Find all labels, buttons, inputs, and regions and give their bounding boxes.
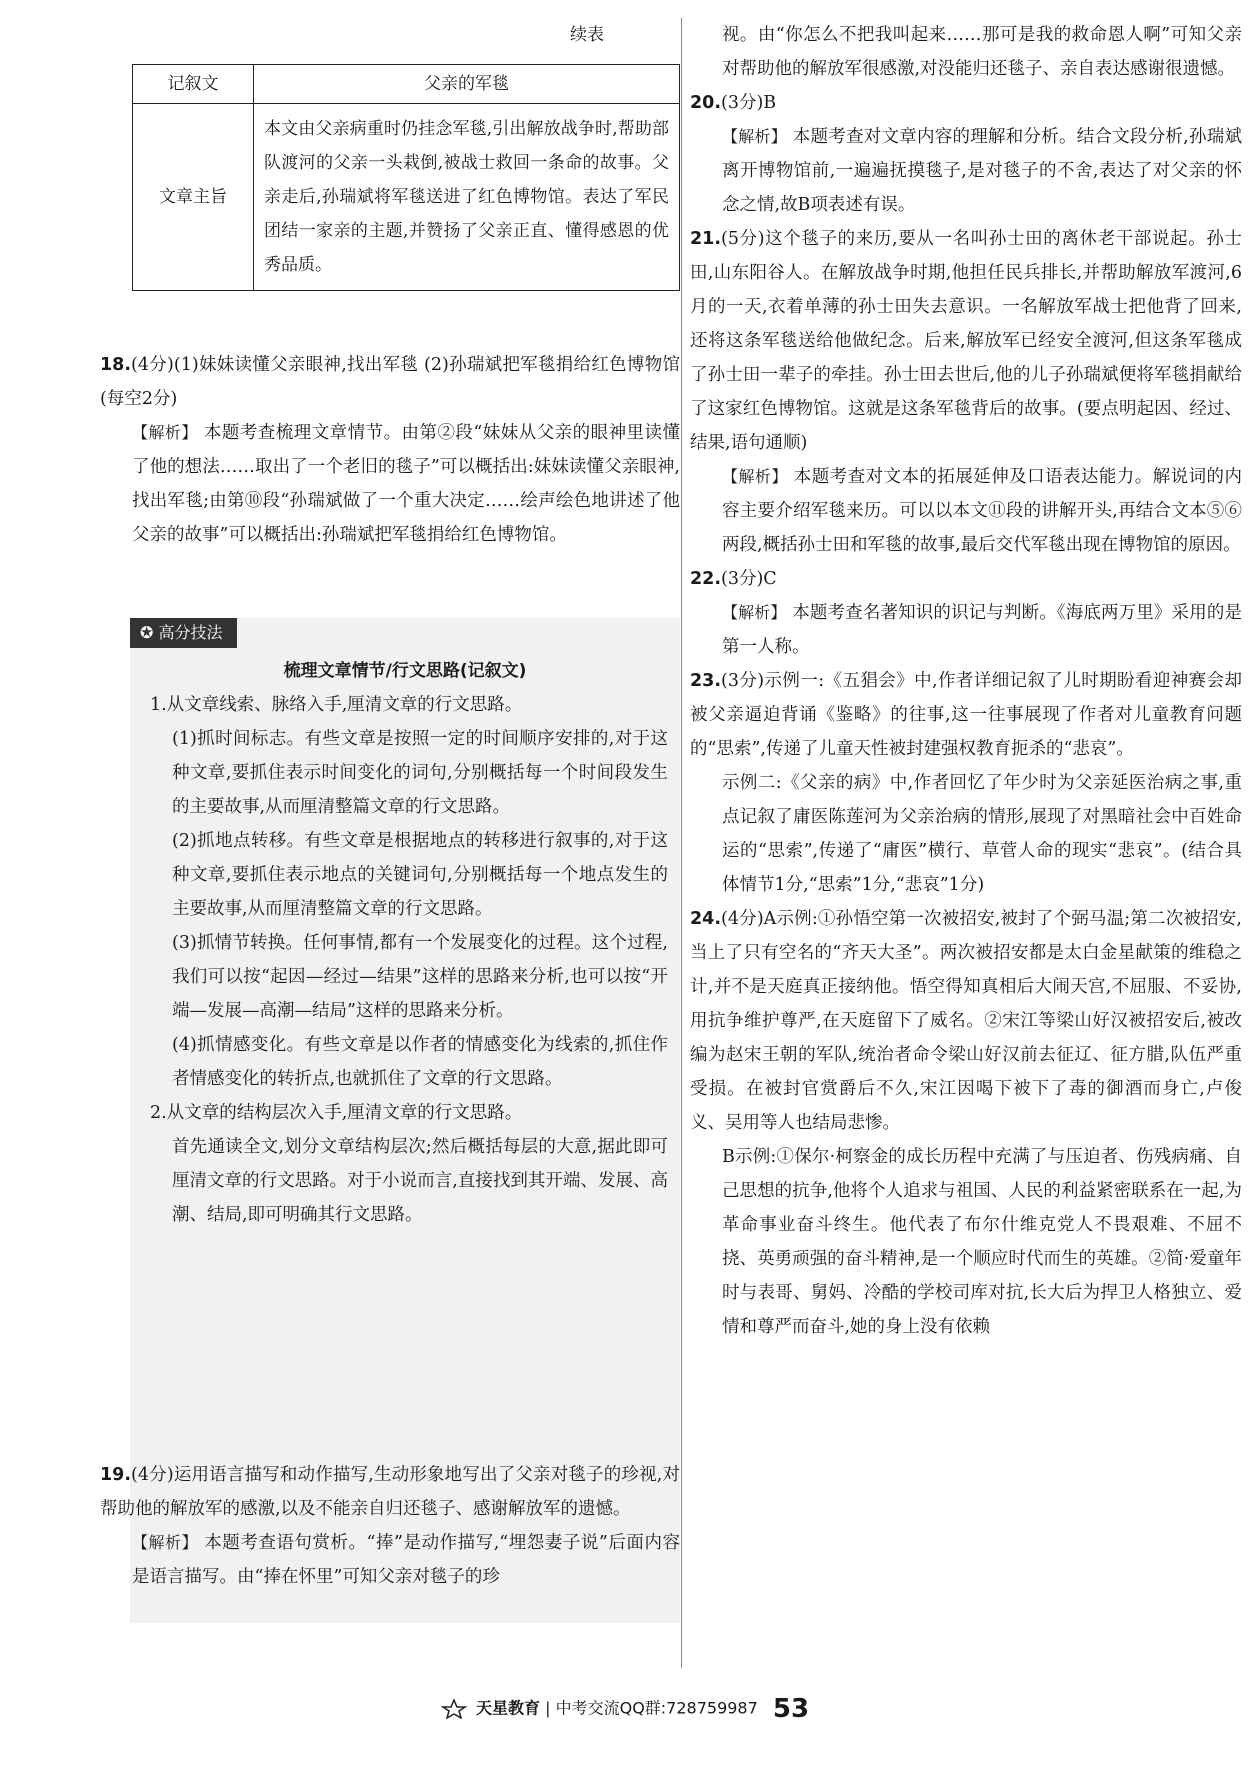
- table-row: [133, 65, 680, 104]
- page-number: 53: [772, 1694, 810, 1724]
- question-number: 21.: [690, 229, 722, 249]
- tips-badge-label: 高分技法: [158, 623, 223, 642]
- table-row: [133, 104, 680, 291]
- analysis-label: 【解析】: [132, 1533, 199, 1552]
- question-number: 24.: [690, 909, 722, 929]
- question-18: [100, 348, 680, 552]
- star-icon: ✪: [140, 623, 159, 642]
- column-divider: [681, 18, 682, 1668]
- question-number: 20.: [690, 93, 722, 113]
- analysis-label: 【解析】: [132, 423, 198, 442]
- analysis-text: 本题考查语句赏析。“捧”是动作描写,“埋怨妻子说”后面内容是语言描写。由“捧在怀里”可知父亲对毯子的珍: [132, 1533, 680, 1587]
- right-column-content: [690, 18, 1242, 1344]
- continued-table-title: 续表: [570, 25, 604, 45]
- question-number: 19.: [100, 1465, 132, 1485]
- table-cell-value: 父亲的军毯: [254, 65, 680, 104]
- question-22: [690, 562, 1242, 664]
- question-20: [690, 86, 1242, 222]
- question-23: [690, 664, 1242, 902]
- question-19: [100, 1458, 680, 1594]
- table-cell-label: 记叙文: [133, 65, 254, 104]
- question-21: [690, 222, 1242, 562]
- tips-paragraph: (3)抓情节转换。任何事情,都有一个发展变化的过程。这个过程,我们可以按“起因—经过—结果”这样的思路来分析,也可以按“开端—发展—高潮—结局”这样的思路来分析。: [172, 933, 668, 1021]
- footer-separator: |: [545, 1698, 551, 1718]
- table-cell-label: 文章主旨: [133, 104, 254, 291]
- tips-paragraph: (2)抓地点转移。有些文章是根据地点的转移进行叙事的,对于这种文章,要抓住表示地点的关键词句,分别概括每一个地点发生的主要故事,从而厘清整篇文章的行文思路。: [172, 831, 668, 919]
- question-number: 23.: [690, 671, 722, 691]
- answer-text: (4分)(1)妹妹读懂父亲眼神,找出军毯 (2)孙瑞斌把军毯捐给红色博物馆(每空2分): [100, 355, 680, 409]
- tips-paragraph: (1)抓时间标志。有些文章是按照一定的时间顺序安排的,对于这种文章,要抓住表示时间变化的词句,分别概括每一个时间段发生的主要故事,从而厘清整篇文章的行文思路。: [172, 729, 668, 817]
- analysis-label: 【解析】: [722, 127, 787, 146]
- question-19-continued: 视。由“你怎么不把我叫起来……那可是我的救命恩人啊”可知父亲对帮助他的解放军很感激,对没能归还毯子、亲自表达感谢很遗憾。: [722, 25, 1242, 79]
- answer-text: B示例:①保尔·柯察金的成长历程中充满了与压迫者、伤残病痛、自己思想的抗争,他将个人追求与祖国、人民的利益紧密联系在一起,为革命事业奋斗终生。他代表了布尔什维克党人不畏艰难、不屈不挠、英勇顽强的奋斗精神,是一个顺应时代而生的英雄。②简·爱童年时与表哥、舅妈、冷酷的学校司库对抗,长大后为捍卫人格独立、爱情和尊严而奋斗,她的身上没有依赖: [722, 1147, 1242, 1337]
- table-cell-value: 本文由父亲病重时仍挂念军毯,引出解放战争时,帮助部队渡河的父亲一头栽倒,被战士救回一条命的故事。父亲走后,孙瑞斌将军毯送进了红色博物馆。表达了军民团结一家亲的主题,并赞扬了父亲正直、懂得感恩的优秀品质。: [254, 104, 680, 291]
- page-footer: [0, 1694, 1250, 1724]
- summary-table: [132, 64, 680, 291]
- answer-text: (3分)示例一:《五猖会》中,作者详细记叙了儿时期盼看迎神赛会却被父亲逼迫背诵《鉴略》的往事,这一往事展现了作者对儿童教育问题的“思索”,传递了儿童天性被封建强权教育扼杀的“悲哀”。: [690, 671, 1242, 759]
- analysis-text: 本题考查对文本的拓展延伸及口语表达能力。解说词的内容主要介绍军毯来历。可以以本文⑪段的讲解开头,再结合文本⑤⑥两段,概括孙士田和军毯的故事,最后交代军毯出现在博物馆的原因。: [722, 467, 1242, 555]
- analysis-text: 本题考查梳理文章情节。由第②段“妹妹从父亲的眼神里读懂了他的想法……取出了一个老旧的毯子”可以概括出:妹妹读懂父亲眼神,找出军毯;由第⑩段“孙瑞斌做了一个重大决定……绘声绘色地讲述了他父亲的故事”可以概括出:孙瑞斌把军毯捐给红色博物馆。: [132, 423, 680, 545]
- answer-text: (4分)运用语言描写和动作描写,生动形象地写出了父亲对毯子的珍视,对帮助他的解放军的感激,以及不能亲自归还毯子、感谢解放军的遗憾。: [100, 1465, 680, 1519]
- tips-title: 梳理文章情节/行文思路(记叙文): [283, 661, 527, 681]
- answer-text: (4分)A示例:①孙悟空第一次被招安,被封了个弼马温;第二次被招安,当上了只有空名的“齐天大圣”。两次被招安都是太白金星献策的维稳之计,并不是天庭真正接纳他。悟空得知真相后大闹天宫,不屈服、不妥协,用抗争维护尊严,在天庭留下了威名。②宋江等梁山好汉被招安后,被改编为赵宋王朝的军队,统治者命令梁山好汉前去征辽、征方腊,队伍严重受损。在被封官赏爵后不久,宋江因喝下被下了毒的御酒而身亡,卢俊义、吴用等人也结局悲惨。: [690, 909, 1242, 1133]
- tips-badge: [130, 618, 237, 648]
- answer-text: (5分)这个毯子的来历,要从一名叫孙士田的离休老干部说起。孙士田,山东阳谷人。在解放战争时期,他担任民兵排长,并帮助解放军渡河,6月的一天,衣着单薄的孙士田失去意识。一名解放军战士把他背了回来,还将这条军毯送给他做纪念。后来,解放军已经安全渡河,但这条军毯成了孙士田一辈子的牵挂。孙士田去世后,他的儿子孙瑞斌便将军毯捐献给了这家红色博物馆。这就是这条军毯背后的故事。(要点明起因、经过、结果,语句通顺): [690, 229, 1242, 453]
- star-logo-icon: [441, 1699, 467, 1719]
- analysis-text: 本题考查对文章内容的理解和分析。结合文段分析,孙瑞斌离开博物馆前,一遍遍抚摸毯子,是对毯子的不舍,表达了对父亲的怀念之情,故B项表述有误。: [722, 127, 1242, 215]
- analysis-text: 本题考查名著知识的识记与判断。《海底两万里》采用的是第一人称。: [722, 603, 1242, 657]
- answer-text: (3分)B: [721, 93, 777, 113]
- answer-text: 示例二:《父亲的病》中,作者回忆了年少时为父亲延医治病之事,重点记叙了庸医陈莲河为父亲治病的情形,展现了对黑暗社会中百姓命运的“思索”,传递了“庸医”横行、草菅人命的现实“悲哀”。(结合具体情节1分,“思索”1分,“悲哀”1分): [722, 773, 1242, 895]
- answer-text: (3分)C: [721, 569, 777, 589]
- tips-paragraph: 2.从文章的结构层次入手,厘清文章的行文思路。: [150, 1103, 523, 1123]
- analysis-label: 【解析】: [722, 603, 787, 622]
- tips-paragraph: (4)抓情感变化。有些文章是以作者的情感变化为线索的,抓住作者情感变化的转折点,也就抓住了文章的行文思路。: [172, 1035, 668, 1089]
- question-number: 22.: [690, 569, 722, 589]
- brand-name: 天星教育: [476, 1698, 541, 1718]
- tips-paragraph: 首先通读全文,划分文章结构层次;然后概括每层的大意,据此即可厘清文章的行文思路。对于小说而言,直接找到其开端、发展、高潮、结局,即可明确其行文思路。: [172, 1137, 668, 1225]
- tips-paragraph: 1.从文章线索、脉络入手,厘清文章的行文思路。: [150, 695, 523, 715]
- question-24: [690, 902, 1242, 1344]
- analysis-label: 【解析】: [722, 467, 788, 486]
- question-number: 18.: [100, 355, 132, 375]
- qq-group-text: 中考交流QQ群:728759987: [555, 1698, 758, 1718]
